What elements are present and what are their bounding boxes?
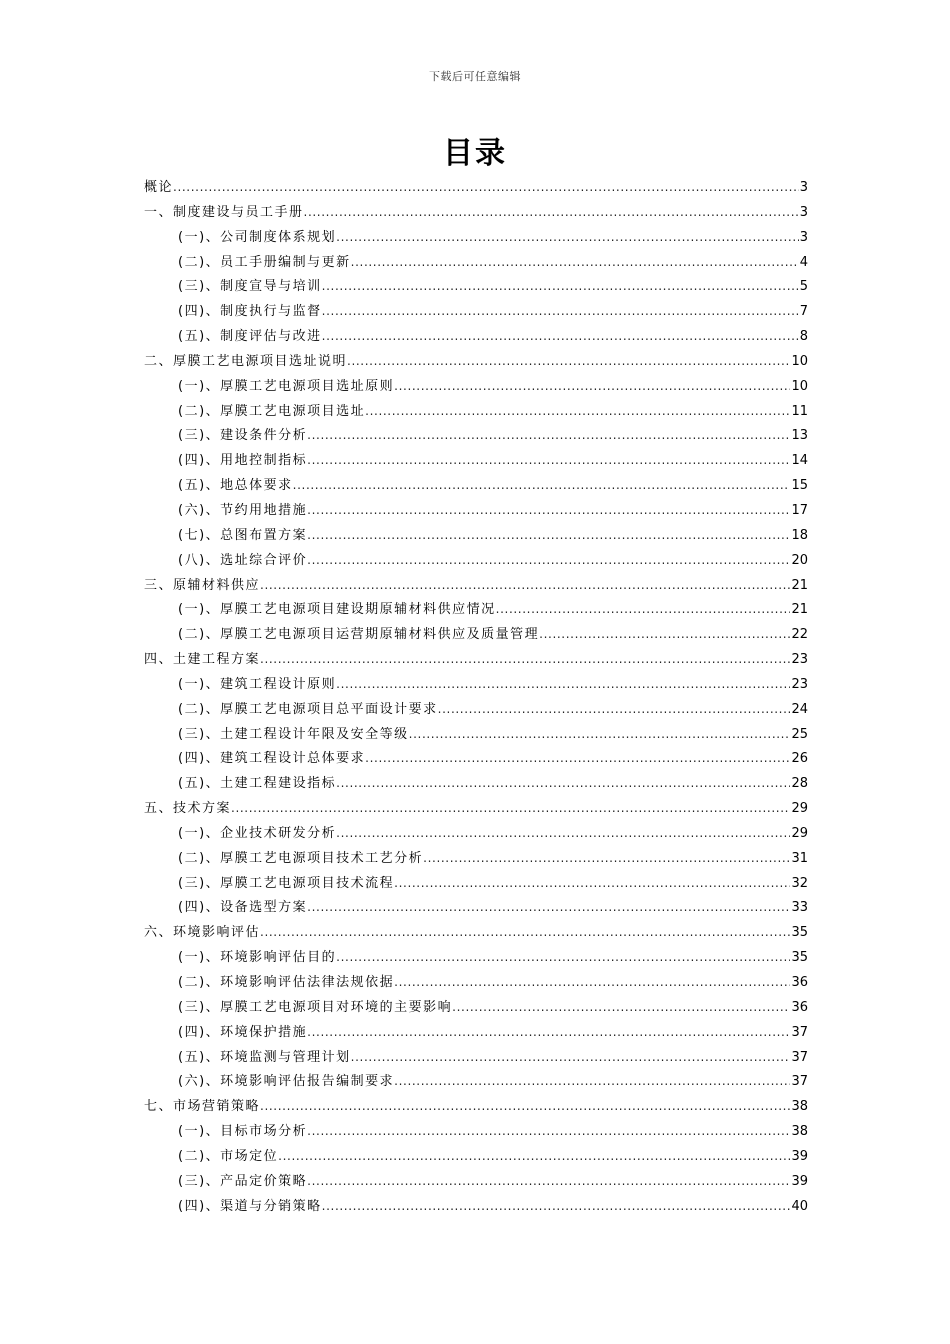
toc-entry-page-number: 36 [791,999,808,1015]
toc-entry-label: (五)、制度评估与改进 [178,329,322,345]
toc-entry-page-number: 3 [799,229,808,245]
toc-entry-label: (六)、节约用地措施 [178,502,308,518]
toc-entry-label: 概论 [144,180,174,195]
toc-entry-label: 四、土建工程方案 [144,652,261,668]
toc-dot-leader [365,746,790,771]
toc-entry-label: 三、原辅材料供应 [144,577,261,593]
toc-dot-leader [336,771,790,796]
toc-entry-label: 二、厚膜工艺电源项目选址说明 [144,353,348,369]
toc-entry-page-number: 26 [791,751,808,767]
toc-entry-label: (三)、制度宣导与培训 [178,279,322,295]
toc-entry-label: (五)、环境监测与管理计划 [178,1049,351,1065]
toc-entry-label: (二)、厚膜工艺电源项目技术工艺分析 [178,850,424,866]
toc-entry-page-number: 22 [791,627,808,643]
toc-dot-leader [452,995,790,1020]
toc-entry-page-number: 15 [791,478,808,494]
toc-entry-page-number: 4 [799,254,808,270]
toc-entry[interactable] [144,1045,808,1070]
toc-entry[interactable] [144,1144,808,1169]
toc-dot-leader [307,1169,790,1194]
toc-entry-page-number: 36 [791,975,808,990]
toc-entry-label: (二)、市场定位 [178,1148,279,1164]
toc-entry[interactable] [144,423,808,448]
toc-entry[interactable] [144,697,808,722]
toc-dot-leader [336,821,790,846]
toc-entry-label: (三)、厚膜工艺电源项目对环境的主要影响 [178,999,453,1015]
toc-dot-leader [307,1119,790,1144]
toc-entry-label: (六)、环境影响评估报告编制要求 [178,1074,395,1090]
toc-dot-leader [351,1045,791,1070]
table-of-contents [144,175,808,1218]
toc-entry-page-number: 8 [799,329,808,345]
toc-entry[interactable] [144,200,808,225]
toc-dot-leader [539,622,790,647]
toc-entry-page-number: 33 [791,900,808,916]
toc-entry-label: (一)、环境影响评估目的 [178,950,337,966]
toc-entry[interactable] [144,225,808,250]
toc-entry-page-number: 13 [791,428,808,444]
toc-entry-label: 七、市场营销策略 [144,1099,261,1115]
toc-dot-leader [307,423,790,448]
toc-entry-page-number: 23 [791,676,808,692]
toc-entry[interactable] [144,771,808,796]
toc-entry[interactable] [144,1169,808,1194]
toc-entry-label: (四)、建筑工程设计总体要求 [178,751,366,767]
toc-dot-leader [231,796,790,821]
toc-entry-page-number: 39 [791,1148,808,1164]
toc-entry-page-number: 24 [791,701,808,717]
toc-dot-leader [336,945,790,970]
toc-dot-leader [260,647,790,672]
toc-entry-page-number: 29 [791,801,808,817]
toc-entry[interactable] [144,846,808,871]
toc-dot-leader [351,250,799,275]
toc-entry[interactable] [144,1069,808,1094]
toc-dot-leader [307,498,790,523]
toc-entry-label: 五、技术方案 [144,801,232,817]
toc-entry-page-number: 11 [791,403,808,419]
toc-entry[interactable] [144,274,808,299]
toc-entry[interactable] [144,175,808,200]
toc-entry-page-number: 14 [791,453,808,469]
toc-entry-page-number: 25 [791,726,808,742]
toc-entry-page-number: 10 [791,353,808,369]
toc-entry-page-number: 38 [791,1124,808,1140]
toc-entry-label: (四)、渠道与分销策略 [178,1198,322,1214]
toc-entry-page-number: 21 [791,577,808,593]
toc-entry[interactable] [144,647,808,672]
toc-entry[interactable] [144,1119,808,1144]
toc-entry[interactable] [144,1094,808,1119]
toc-entry-page-number: 39 [791,1173,808,1189]
toc-entry[interactable] [144,523,808,548]
toc-entry-label: (三)、土建工程设计年限及安全等级 [178,726,409,742]
toc-dot-leader [307,1020,790,1045]
toc-entry[interactable] [144,970,808,995]
toc-dot-leader [293,473,791,498]
toc-entry[interactable] [144,448,808,473]
toc-dot-leader [409,722,791,747]
toc-entry[interactable] [144,920,808,945]
toc-entry-label: (五)、地总体要求 [178,478,293,494]
toc-entry-label: (二)、环境影响评估法律法规依据 [178,975,395,990]
toc-entry-label: (一)、目标市场分析 [178,1124,308,1140]
toc-dot-leader [394,970,790,995]
toc-entry-page-number: 23 [791,652,808,668]
toc-entry-label: (二)、厚膜工艺电源项目运营期原辅材料供应及质量管理 [178,627,540,643]
toc-dot-leader [278,1144,790,1169]
toc-entry[interactable] [144,871,808,896]
toc-entry[interactable] [144,299,808,324]
toc-entry-label: (一)、建筑工程设计原则 [178,676,337,692]
toc-entry-label: (一)、厚膜工艺电源项目选址原则 [178,378,395,394]
toc-entry-label: (三)、厚膜工艺电源项目技术流程 [178,875,395,891]
toc-entry-label: 六、环境影响评估 [144,925,261,941]
toc-entry[interactable] [144,1194,808,1219]
toc-entry-label: (一)、厚膜工艺电源项目建设期原辅材料供应情况 [178,602,496,618]
toc-entry-page-number: 37 [791,1074,808,1090]
toc-entry-page-number: 28 [791,776,808,792]
toc-entry-page-number: 29 [791,825,808,841]
toc-entry-page-number: 7 [799,304,808,320]
toc-entry[interactable] [144,498,808,523]
toc-entry[interactable] [144,672,808,697]
toc-entry-label: (四)、用地控制指标 [178,453,308,469]
toc-entry[interactable] [144,250,808,275]
toc-entry-page-number: 18 [791,527,808,543]
toc-entry-label: (四)、环境保护措施 [178,1024,308,1040]
toc-dot-leader [307,448,790,473]
toc-entry-page-number: 5 [799,279,808,295]
toc-entry[interactable] [144,548,808,573]
toc-dot-leader [496,597,791,622]
toc-dot-leader [307,548,790,573]
toc-dot-leader [322,299,799,324]
toc-entry[interactable] [144,945,808,970]
toc-entry[interactable] [144,399,808,424]
toc-dot-leader [438,697,791,722]
toc-entry-page-number: 17 [791,502,808,518]
toc-entry-label: (四)、设备选型方案 [178,900,308,916]
toc-entry-label: (三)、建设条件分析 [178,428,308,444]
toc-dot-leader [322,1194,791,1219]
toc-entry-page-number: 3 [799,180,808,195]
toc-entry-label: (八)、选址综合评价 [178,552,308,568]
toc-dot-leader [260,920,790,945]
toc-dot-leader [394,374,790,399]
toc-entry[interactable] [144,746,808,771]
toc-dot-leader [260,1094,790,1119]
toc-entry-label: (二)、员工手册编制与更新 [178,254,351,270]
toc-entry[interactable] [144,324,808,349]
toc-entry-page-number: 21 [791,602,808,618]
toc-entry[interactable] [144,895,808,920]
toc-entry-page-number: 38 [791,1099,808,1115]
toc-entry-label: (三)、产品定价策略 [178,1173,308,1189]
toc-entry[interactable] [144,1020,808,1045]
toc-entry-label: (五)、土建工程建设指标 [178,776,337,792]
toc-entry-page-number: 32 [791,875,808,891]
toc-entry-page-number: 35 [791,950,808,966]
toc-dot-leader [173,175,799,200]
toc-entry-page-number: 35 [791,925,808,941]
toc-entry-page-number: 37 [791,1049,808,1065]
toc-entry-label: (二)、厚膜工艺电源项目选址 [178,403,366,419]
toc-entry[interactable] [144,597,808,622]
toc-entry-label: (一)、企业技术研发分析 [178,825,337,841]
toc-entry-page-number: 37 [791,1024,808,1040]
toc-entry-page-number: 20 [791,552,808,568]
toc-entry[interactable] [144,349,808,374]
toc-entry-label: (二)、厚膜工艺电源项目总平面设计要求 [178,701,438,717]
toc-entry-label: (四)、制度执行与监督 [178,304,322,320]
toc-dot-leader [394,1069,790,1094]
page-title: 目录 [443,136,507,171]
toc-entry-label: 一、制度建设与员工手册 [144,204,304,220]
toc-dot-leader [304,200,799,225]
toc-dot-leader [336,672,790,697]
toc-dot-leader [307,523,790,548]
toc-dot-leader [394,871,790,896]
toc-entry[interactable] [144,722,808,747]
toc-entry-page-number: 40 [791,1198,808,1214]
toc-dot-leader [322,274,799,299]
toc-entry[interactable] [144,473,808,498]
toc-dot-leader [322,324,799,349]
toc-entry-page-number: 3 [799,204,808,220]
toc-dot-leader [307,895,790,920]
toc-entry-label: (七)、总图布置方案 [178,527,308,543]
toc-entry-page-number: 10 [791,378,808,394]
toc-dot-leader [423,846,790,871]
toc-entry-page-number: 31 [791,850,808,866]
page-header: 下载后可任意编辑 [429,70,521,83]
toc-entry[interactable] [144,573,808,598]
toc-entry[interactable] [144,821,808,846]
toc-dot-leader [260,573,790,598]
toc-entry[interactable] [144,796,808,821]
toc-entry[interactable] [144,374,808,399]
toc-dot-leader [365,399,790,424]
toc-entry-label: (一)、公司制度体系规划 [178,229,337,245]
toc-entry[interactable] [144,622,808,647]
toc-dot-leader [336,225,799,250]
toc-entry[interactable] [144,995,808,1020]
toc-dot-leader [347,349,790,374]
